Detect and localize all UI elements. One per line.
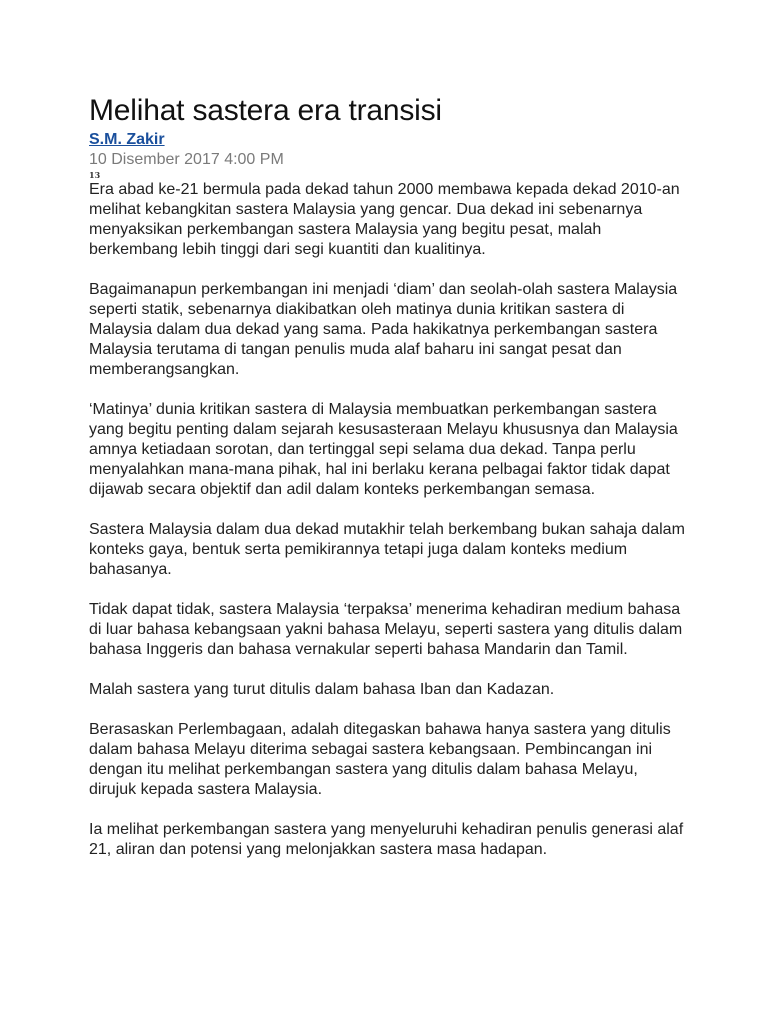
- article-title: Melihat sastera era transisi: [89, 94, 442, 127]
- article-paragraph: Berasaskan Perlembagaan, adalah ditegaskan bahawa hanya sastera yang ditulis dalam bahasa Melayu diterima sebagai sastera kebangsaan. Pembincangan ini dengan itu melihat perkembangan sastera yang ditulis dalam bahasa Melayu, dirujuk kepada sastera Malaysia.: [89, 721, 671, 798]
- article-date: 10 Disember 2017 4:00 PM: [89, 151, 284, 168]
- article-paragraph: Tidak dapat tidak, sastera Malaysia ‘terpaksa’ menerima kehadiran medium bahasa di luar bahasa kebangsaan yakni bahasa Melayu, seperti sastera yang ditulis dalam bahasa Inggeris dan bahasa vernakular seperti bahasa Mandarin dan Tamil.: [89, 601, 683, 658]
- article-body: [89, 180, 689, 860]
- article-paragraph: Malah sastera yang turut ditulis dalam bahasa Iban dan Kadazan.: [89, 681, 555, 698]
- article-paragraph: Sastera Malaysia dalam dua dekad mutakhir telah berkembang bukan sahaja dalam konteks gaya, bentuk serta pemikirannya tetapi juga dalam konteks medium bahasanya.: [89, 521, 685, 578]
- author-link[interactable]: S.M. Zakir: [89, 131, 165, 148]
- article-paragraph: ‘Matinya’ dunia kritikan sastera di Malaysia membuatkan perkembangan sastera yang begitu penting dalam sejarah kesusasteraan Melayu khususnya dan Malaysia amnya ketiadaan sorotan, dan tertinggal sepi selama dua dekad. Tanpa perlu menyalahkan mana-mana pihak, hal ini berlaku kerana pelbagai faktor tidak dapat dijawab secara objektif dan adil dalam konteks perkembangan semasa.: [89, 401, 678, 498]
- article-paragraph: Ia melihat perkembangan sastera yang menyeluruhi kehadiran penulis generasi alaf 21, aliran dan potensi yang melonjakkan sastera masa hadapan.: [89, 821, 684, 858]
- article-paragraph: Era abad ke-21 bermula pada dekad tahun 2000 membawa kepada dekad 2010-an melihat kebangkitan sastera Malaysia yang gencar. Dua dekad ini sebenarnya menyaksikan perkembangan sastera Malaysia yang begitu pesat, malah berkembang lebih tinggi dari segi kuantiti dan kualitinya.: [89, 181, 680, 258]
- article-page: [89, 92, 689, 880]
- image-placeholder-mark: 13: [89, 170, 101, 180]
- article-paragraph: Bagaimanapun perkembangan ini menjadi ‘diam’ dan seolah-olah sastera Malaysia seperti statik, sebenarnya diakibatkan oleh matinya dunia kritikan sastera di Malaysia dalam dua dekad yang sama. Pada hakikatnya perkembangan sastera Malaysia terutama di tangan penulis muda alaf baharu ini sangat pesat dan memberangsangkan.: [89, 281, 678, 378]
